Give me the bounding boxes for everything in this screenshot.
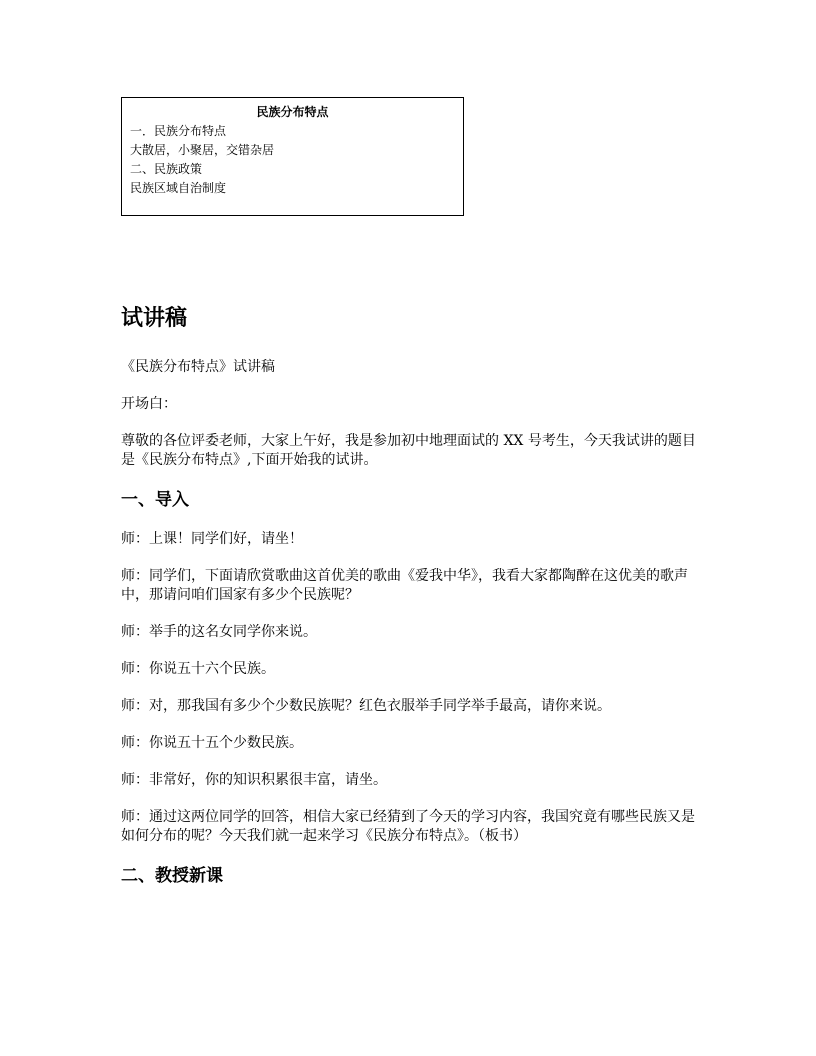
board-line-2: 大散居，小聚居，交错杂居: [130, 143, 275, 157]
dialogue-paragraph: 师：非常好，你的知识积累很丰富，请坐。: [121, 772, 387, 788]
dialogue-paragraph: 师：上课！同学们好，请坐！: [121, 531, 303, 547]
dialogue-paragraph: 师：通过这两位同学的回答，相信大家已经猜到了今天的学习内容，我国究竟有哪些民族又是如何分布的呢？今天我们就一起来学习《民族分布特点》。（板书）: [121, 809, 695, 844]
section-heading-intro: 一、导入: [121, 490, 189, 510]
board-line-3: 二、民族政策: [130, 162, 203, 176]
opening-paragraph: 尊敬的各位评委老师，大家上午好，我是参加初中地理面试的 XX 号考生，今天我试讲的题目是《民族分布特点》,下面开始我的试讲。: [121, 433, 696, 468]
board-line-4: 民族区域自治制度: [130, 181, 227, 195]
dialogue-paragraph: 师：对，那我国有多少个少数民族呢？红色衣服举手同学举手最高，请你来说。: [121, 698, 611, 714]
dialogue-paragraph: 师：你说五十五个少数民族。: [121, 735, 303, 751]
blackboard-outline-box: [121, 97, 464, 216]
dialogue-paragraph: 师：你说五十六个民族。: [121, 661, 275, 677]
dialogue-paragraph: 师：举手的这名女同学你来说。: [121, 624, 317, 640]
section-heading-new-lesson: 二、教授新课: [121, 866, 223, 886]
document-title: 试讲稿: [121, 306, 188, 331]
opening-label: 开场白：: [121, 396, 177, 412]
board-title: 民族分布特点: [256, 105, 329, 119]
dialogue-paragraph: 师：同学们，下面请欣赏歌曲这首优美的歌曲《爱我中华》，我看大家都陶醉在这优美的歌声中，那请问咱们国家有多少个民族呢？: [121, 568, 688, 603]
document-subtitle: 《民族分布特点》试讲稿: [121, 359, 275, 375]
document-body: [121, 302, 701, 906]
board-line-1: 一．民族分布特点: [130, 124, 227, 138]
